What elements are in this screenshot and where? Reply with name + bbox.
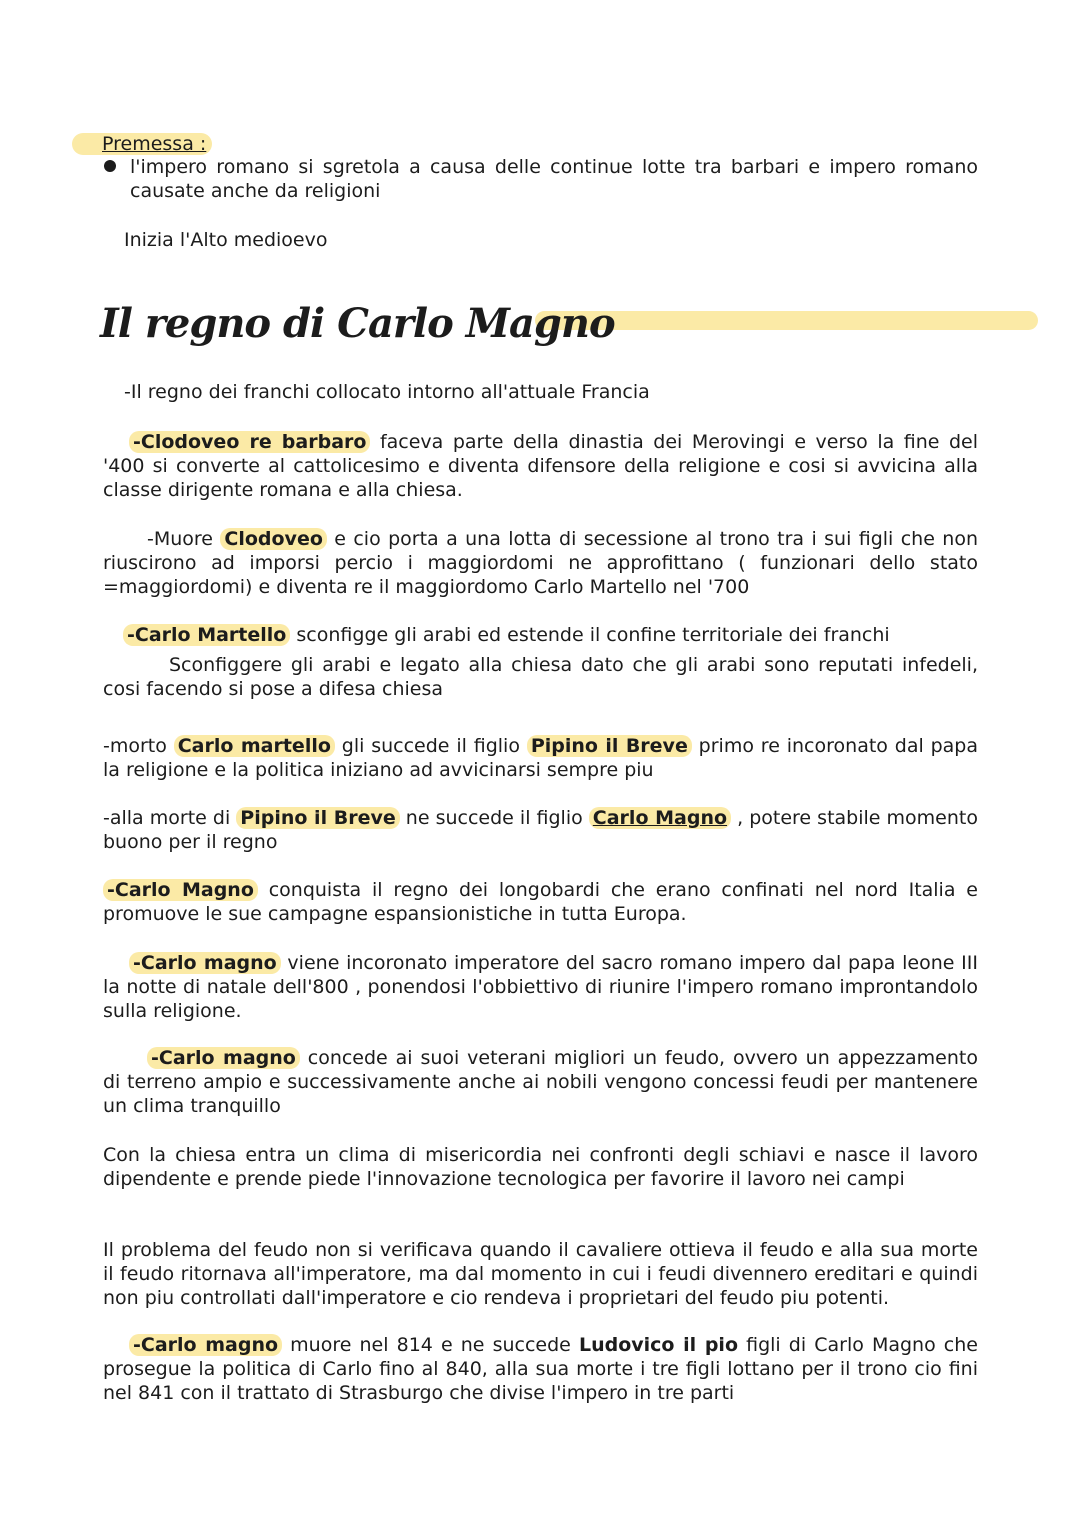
- highlight-clodoveo: -Clodoveo re barbaro: [129, 431, 370, 453]
- highlight-carlo-martello-2: Carlo martello: [174, 735, 335, 757]
- paragraph-2: -Clodoveo re barbaro faceva parte della dinastia dei Merovingi e verso la fine del '400 si converte al cattolicesimo e diventa difensore della religione e cosi si avvicina alla classe dirigente romana e alla chiesa.: [103, 431, 978, 501]
- paragraph-5: -morto Carlo martello gli succede il figlio Pipino il Breve primo re incoronato dal papa la religione e la politica iniziano ad avvicinarsi sempre piu: [103, 735, 978, 781]
- page-title: Il regno di Carlo Magno: [100, 300, 615, 347]
- highlight-carlo-martello: -Carlo Martello: [123, 624, 290, 646]
- inizia-alto-medioevo: Inizia l'Alto medioevo: [124, 229, 328, 251]
- paragraph-4-cont: Sconfiggere gli arabi e legato alla chiesa dato che gli arabi sono reputati infedeli, cosi facendo si pose a difesa chiesa: [103, 654, 978, 700]
- highlight-pipino: Pipino il Breve: [527, 735, 692, 757]
- highlight-carlo-magno: Carlo Magno: [589, 807, 731, 829]
- paragraph-12: -Carlo magno muore nel 814 e ne succede Ludovico il pio figli di Carlo Magno che prosegue la politica di Carlo fino al 840, alla sua morte i tre figli lottano per il trono cio fini nel 841 con il trattato di Strasburgo che divise l'impero in tre parti: [103, 1334, 978, 1404]
- premessa-bullet-text: l'impero romano si sgretola a causa delle continue lotte tra barbari e impero romano causate anche da religioni: [130, 156, 978, 202]
- highlight-carlo-magno-3: -Carlo magno: [129, 952, 281, 974]
- paragraph-9: -Carlo magno concede ai suoi veterani migliori un feudo, ovvero un appezzamento di terreno ampio e successivamente anche ai nobili vengono concessi feudi per mantenere un clima tranquillo: [103, 1047, 978, 1117]
- paragraph-6: -alla morte di Pipino il Breve ne succede il figlio Carlo Magno , potere stabile momento buono per il regno: [103, 807, 978, 853]
- paragraph-4: -Carlo Martello sconfigge gli arabi ed estende il confine territoriale dei franchi: [103, 623, 978, 647]
- highlight-pipino-2: Pipino il Breve: [236, 807, 399, 829]
- highlight-carlo-magno-5: -Carlo magno: [129, 1334, 282, 1356]
- paragraph-1: -Il regno dei franchi collocato intorno all'attuale Francia: [124, 381, 650, 403]
- paragraph-10: Con la chiesa entra un clima di misericordia nei confronti degli schiavi e nasce il lavoro dipendente e prende piede l'innovazione tecnologica per favorire il lavoro nei campi: [103, 1144, 978, 1190]
- highlight-carlo-magno-4: -Carlo magno: [147, 1047, 300, 1069]
- paragraph-3: -Muore Clodoveo e cio porta a una lotta di secessione al trono tra i sui figli che non riuscirono ad imporsi percio i maggiordomi ne approfittano ( funzionari dello stato =maggiordomi) e diventa re il maggiordomo Carlo Martello nel '700: [103, 528, 978, 598]
- paragraph-7: -Carlo Magno conquista il regno dei longobardi che erano confinati nel nord Italia e promuove le sue campagne espansionistiche in tutta Europa.: [103, 879, 978, 925]
- highlight-carlo-magno-2: -Carlo Magno: [103, 879, 258, 901]
- paragraph-11: Il problema del feudo non si verificava quando il cavaliere ottieva il feudo e alla sua morte il feudo ritornava all'imperatore, ma dal momento in cui i feudi divennero ereditari e quindi non piu controllati dall'imperatore e cio rendeva i proprietari del feudo piu potenti.: [103, 1239, 978, 1309]
- highlight-clodoveo-2: Clodoveo: [220, 528, 327, 550]
- bullet-dot: [104, 160, 116, 172]
- premessa-title: Premessa :: [72, 132, 212, 156]
- paragraph-8: -Carlo magno viene incoronato imperatore del sacro romano impero dal papa leone III la notte di natale dell'800 , ponendosi l'obbiettivo di riunire l'impero romano improntandolo sulla religione.: [103, 952, 978, 1022]
- bold-ludovico: Ludovico il pio: [578, 1334, 739, 1356]
